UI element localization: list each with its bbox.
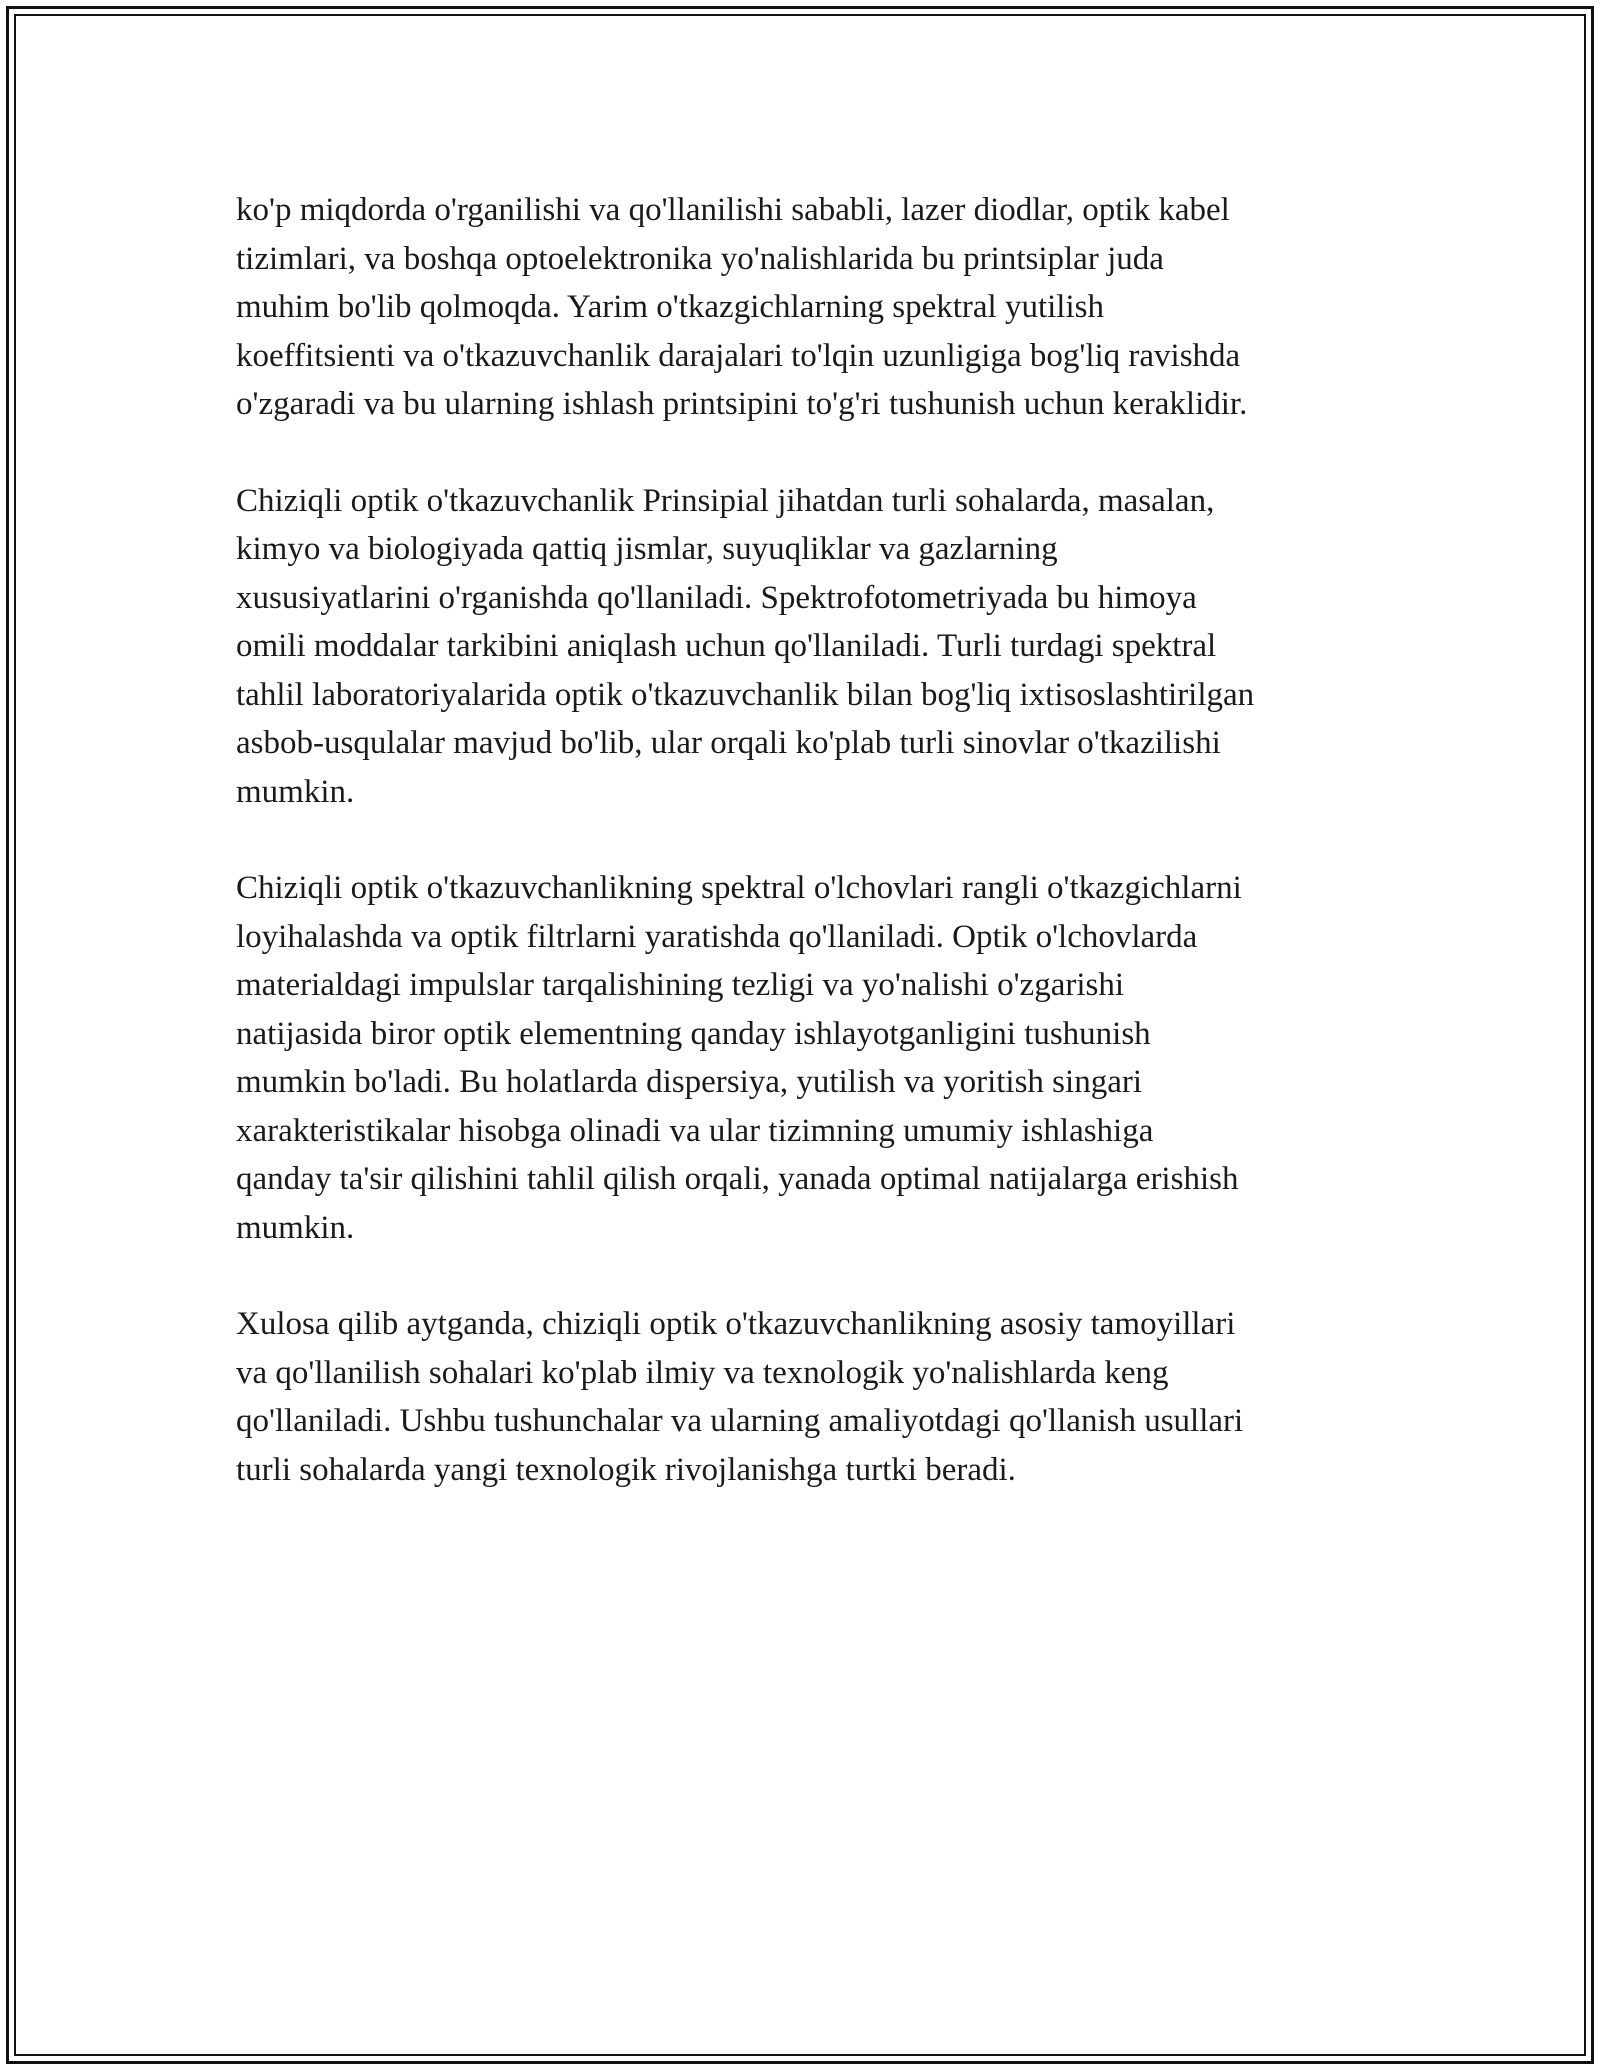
document-body — [236, 186, 1376, 1542]
paragraph-1: ko'p miqdorda o'rganilishi va qo'llanilishi sababli, lazer diodlar, optik kabel tizimlari, va boshqa optoelektronika yo'nalishlarida bu printsiplar juda muhim bo'lib qolmoqda. Yarim o'tkazgichlarning spektral yutilish koeffitsienti va o'tkazuvchanlik darajalari to'lqin uzunligiga bog'liq ravishda o'zgaradi va bu ularning ishlash printsipini to'g'ri tushunish uchun keraklidir. — [236, 192, 1248, 422]
paragraph-4: Xulosa qilib aytganda, chiziqli optik o'tkazuvchanlikning asosiy tamoyillari va qo'llanilish sohalari ko'plab ilmiy va texnologik yo'nalishlarda keng qo'llaniladi. Ushbu tushunchalar va ularning amaliyotdagi qo'llanish usullari turli sohalarda yangi texnologik rivojlanishga turtki beradi. — [236, 1306, 1244, 1488]
paragraph-3: Chiziqli optik o'tkazuvchanlikning spektral o'lchovlari rangli o'tkazgichlarni loyihalashda va optik filtrlarni yaratishda qo'llaniladi. Optik o'lchovlarda materialdagi impulslar tarqalishining tezligi va yo'nalishi o'zgarishi natijasida biror optik elementning qanday ishlayotganligini tushunish mumkin bo'ladi. Bu holatlarda dispersiya, yutilish va yoritish singari xarakteristikalar hisobga olinadi va ular tizimning umumiy ishlashiga qanday ta'sir qilishini tahlil qilish orqali, yanada optimal natijalarga erishish mumkin. — [236, 870, 1242, 1246]
paragraph-2: Chiziqli optik o'tkazuvchanlik Prinsipial jihatdan turli sohalarda, masalan, kimyo va biologiyada qattiq jismlar, suyuqliklar va gazlarning xususiyatlarini o'rganishda qo'llaniladi. Spektrofotometriyada bu himoya omili moddalar tarkibini aniqlash uchun qo'llaniladi. Turli turdagi spektral tahlil laboratoriyalarida optik o'tkazuvchanlik bilan bog'liq ixtisoslashtirilgan asbob-usqulalar mavjud bo'lib, ular orqali ko'plab turli sinovlar o'tkazilishi mumkin. — [236, 482, 1255, 810]
